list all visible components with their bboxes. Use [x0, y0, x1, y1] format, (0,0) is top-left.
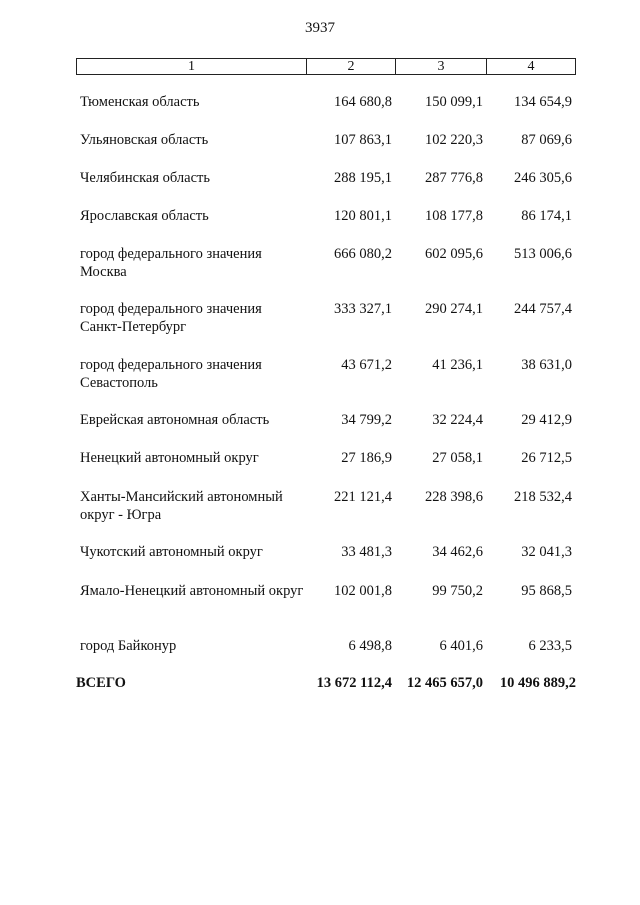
total-col-4: 10 496 889,2: [499, 675, 576, 691]
value-col-2: 43 671,2: [341, 357, 392, 373]
header-col-2: 2: [307, 59, 396, 74]
region-name: Ханты-Мансийский автономный округ - Югра: [80, 489, 283, 523]
value-col-2: 27 186,9: [341, 450, 392, 466]
value-col-4: 513 006,6: [514, 246, 572, 262]
value-col-3: 150 099,1: [425, 94, 483, 110]
region-name: город Байконур: [80, 638, 177, 654]
value-col-2: 6 498,8: [348, 638, 392, 654]
region-name: город федерального значения Санкт-Петербург: [80, 301, 262, 335]
value-col-3: 41 236,1: [432, 357, 483, 373]
value-col-3: 32 224,4: [432, 412, 483, 428]
value-col-2: 34 799,2: [341, 412, 392, 428]
value-col-4: 6 233,5: [528, 638, 572, 654]
value-col-2: 666 080,2: [334, 246, 392, 262]
value-col-3: 287 776,8: [425, 170, 483, 186]
value-col-4: 87 069,6: [521, 132, 572, 148]
region-name: Еврейская автономная область: [80, 412, 270, 428]
value-col-2: 107 863,1: [334, 132, 392, 148]
value-col-2: 120 801,1: [334, 208, 392, 224]
value-col-2: 33 481,3: [341, 544, 392, 560]
region-name: город федерального значения Москва: [80, 246, 262, 280]
value-col-4: 29 412,9: [521, 412, 572, 428]
region-name: Ульяновская область: [80, 132, 209, 148]
value-col-3: 228 398,6: [425, 489, 483, 505]
value-col-2: 221 121,4: [334, 489, 392, 505]
value-col-4: 246 305,6: [514, 170, 572, 186]
value-col-3: 108 177,8: [425, 208, 483, 224]
region-name: Тюменская область: [80, 94, 200, 110]
region-name: Чукотский автономный округ: [80, 544, 263, 560]
value-col-3: 102 220,3: [425, 132, 483, 148]
value-col-3: 290 274,1: [425, 301, 483, 317]
column-number-header: [76, 58, 576, 75]
value-col-4: 134 654,9: [514, 94, 572, 110]
value-col-4: 244 757,4: [514, 301, 572, 317]
value-col-2: 164 680,8: [334, 94, 392, 110]
value-col-3: 6 401,6: [439, 638, 483, 654]
header-col-1: 1: [77, 59, 307, 74]
value-col-2: 333 327,1: [334, 301, 392, 317]
value-col-3: 602 095,6: [425, 246, 483, 262]
region-name: Ямало-Ненецкий автономный округ: [80, 583, 304, 599]
value-col-4: 26 712,5: [521, 450, 572, 466]
value-col-4: 95 868,5: [521, 583, 572, 599]
value-col-4: 38 631,0: [521, 357, 572, 373]
value-col-2: 102 001,8: [334, 583, 392, 599]
region-name: город федерального значения Севастополь: [80, 357, 262, 391]
region-name: Челябинская область: [80, 170, 210, 186]
total-label: ВСЕГО: [76, 675, 126, 691]
value-col-4: 32 041,3: [521, 544, 572, 560]
region-name: Ненецкий автономный округ: [80, 450, 259, 466]
value-col-2: 288 195,1: [334, 170, 392, 186]
value-col-3: 99 750,2: [432, 583, 483, 599]
total-col-3: 12 465 657,0: [406, 675, 483, 691]
region-name: Ярославская область: [80, 208, 209, 224]
header-col-4: 4: [527, 59, 535, 74]
value-col-4: 86 174,1: [521, 208, 572, 224]
total-col-2: 13 672 112,4: [316, 675, 392, 691]
value-col-3: 27 058,1: [432, 450, 483, 466]
value-col-3: 34 462,6: [432, 544, 483, 560]
page-number: 3937: [305, 20, 335, 36]
value-col-4: 218 532,4: [514, 489, 572, 505]
header-col-3: 3: [396, 59, 487, 74]
